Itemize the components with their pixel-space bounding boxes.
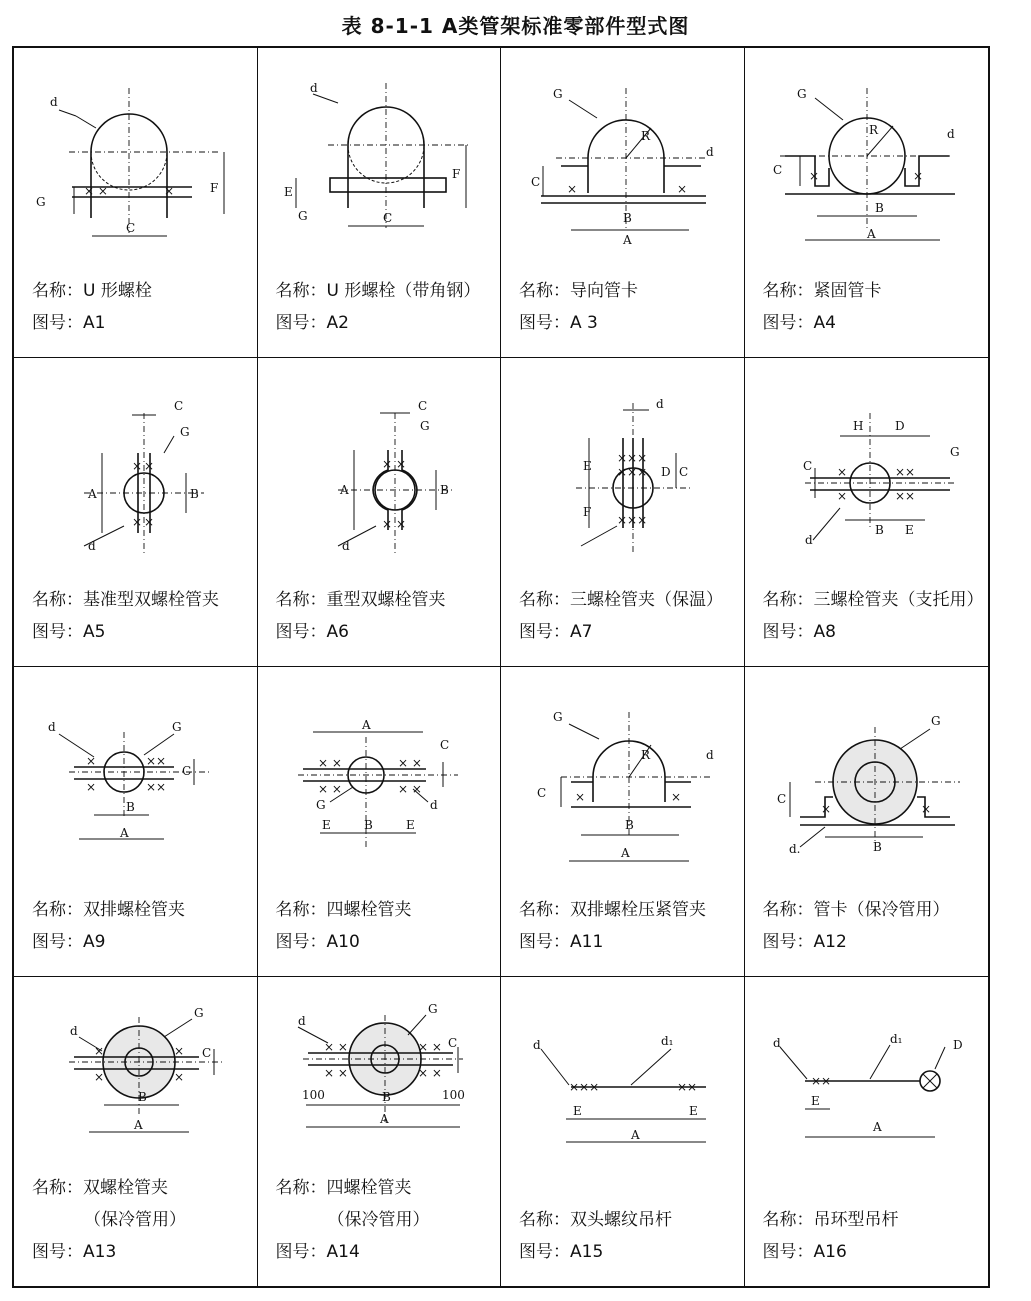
figure-a4 [745,48,989,248]
name-prefix: 名称： [32,1178,83,1198]
code-prefix: 图号： [275,931,327,952]
label-c: C [802,458,812,473]
caption [276,275,481,339]
label-e2: E [405,818,415,832]
label-a: A [379,1111,389,1126]
svg-text:×: × [836,488,847,503]
label-d: d [48,720,56,734]
svg-text:×: × [381,456,392,471]
label-r: R [641,129,651,143]
cell-a14 [258,977,502,1287]
label-g: G [419,418,430,433]
svg-text:×: × [920,802,931,816]
code-prefix: 图号： [32,931,83,952]
label-b: B [872,840,882,854]
figure-a14 [258,977,502,1177]
caption [519,584,723,648]
part-code: A10 [326,931,360,952]
svg-text:×: × [86,754,97,768]
part-name-2: （保冷管用） [84,1210,186,1230]
svg-text:× ×: × × [323,1065,348,1080]
part-code: A4 [813,312,836,333]
code-prefix: 图号： [32,1242,83,1262]
cell-a6 [258,358,502,668]
code-prefix: 图号： [275,312,327,333]
label-a: A [866,227,876,241]
svg-text:××: ×× [894,464,915,479]
label-c: C [417,398,427,413]
figure-a16 [745,977,989,1177]
caption [763,1204,899,1268]
part-code: A16 [813,1242,847,1262]
figure-a9 [14,667,258,867]
code-prefix: 图号： [32,312,83,333]
cell-a9 [14,667,258,977]
code-prefix: 图号： [519,622,570,642]
svg-text:×: × [174,1069,185,1084]
code-prefix: 图号： [762,1242,814,1262]
name-prefix: 名称： [32,590,83,610]
name-prefix: 名称： [519,1210,570,1230]
svg-text:× ×: × × [417,1039,442,1054]
part-name-2: （保冷管用） [327,1210,430,1230]
label-g: G [553,710,563,724]
svg-text:××: ×× [810,1073,831,1088]
figure-a3 [501,48,745,248]
label-d-dim: D [894,418,905,433]
label-100-right: 100 [441,1087,465,1102]
part-name: 吊环型吊杆 [813,1210,899,1230]
label-a: A [120,826,129,840]
label-d: d [297,1013,306,1028]
part-code: A5 [83,622,106,642]
label-c: C [174,398,184,413]
label-c: C [776,792,786,806]
label-d1: d₁ [661,1033,674,1048]
svg-text:×: × [144,458,155,473]
svg-text:×: × [836,464,847,479]
figure-a12 [745,667,989,867]
label-b: B [138,1089,147,1104]
part-name: U 形螺栓（带角钢） [326,280,481,301]
label-e: E [810,1093,820,1108]
caption [276,894,412,958]
label-c: C [439,738,449,752]
part-code: A12 [813,931,847,952]
label-d: d [50,95,58,109]
svg-text:×××: ××× [569,1079,600,1094]
label-d: d [804,532,813,547]
parts-table [12,46,990,1288]
svg-text:×: × [677,182,688,196]
cell-a8 [745,358,989,668]
svg-text:×: × [381,516,392,531]
part-code: A7 [570,622,593,642]
svg-text:××: ×× [894,488,915,503]
part-name: 紧固管卡 [813,280,882,301]
caption [763,894,950,958]
part-name: 重型双螺栓管夹 [326,590,446,610]
cell-a1 [14,48,258,358]
label-e: E [283,185,293,199]
label-e: E [904,522,914,537]
part-code: A6 [326,622,349,642]
label-d: d [309,81,318,95]
cell-a11 [501,667,745,977]
part-name: 双排螺栓管夹 [83,899,185,920]
label-d: d [70,1023,78,1038]
part-name: 四螺栓管夹 [326,1178,412,1198]
cell-a3 [501,48,745,358]
figure-a10 [258,667,502,867]
name-prefix: 名称： [762,280,814,301]
part-name: U 形螺栓 [83,280,152,301]
cell-a10 [258,667,502,977]
label-b: B [126,800,135,814]
name-prefix: 名称： [32,899,83,920]
svg-text:×: × [94,1043,105,1058]
label-c: C [182,764,192,778]
label-f: F [583,504,592,519]
svg-text:× ×: × × [397,782,422,796]
label-g: G [194,1005,204,1020]
code-prefix: 图号： [762,931,814,952]
svg-text:× ×: × × [317,756,342,770]
part-name: 双头螺纹吊杆 [570,1210,672,1230]
part-name: 双螺栓管夹 [83,1178,168,1198]
label-d: d [88,538,96,553]
code-prefix: 图号： [762,312,814,333]
figure-a6 [258,358,502,558]
svg-text:×: × [395,456,406,471]
label-d: d [533,1037,541,1052]
svg-text:××: ×× [677,1079,698,1094]
svg-text:×: × [86,780,97,794]
code-prefix: 图号： [762,622,814,642]
caption [276,1172,430,1268]
label-c: C [531,175,541,189]
svg-text:×: × [164,184,175,198]
name-prefix: 名称： [762,590,814,610]
part-code: A9 [83,931,106,952]
label-d: d [946,127,955,141]
part-code: A1 [83,312,106,333]
svg-text:× ×: × × [317,782,342,796]
svg-text:×: × [132,514,143,529]
cell-a12 [745,667,989,977]
part-code: A15 [570,1242,604,1262]
label-e2: E [689,1103,698,1118]
svg-text:×: × [820,802,831,816]
label-c: C [126,221,136,235]
svg-text:×: × [132,458,143,473]
label-a: A [621,846,630,860]
caption [519,1204,672,1268]
cell-a4 [745,48,989,358]
figure-a11 [501,667,745,867]
label-g: G [930,714,941,728]
label-b: B [190,486,199,501]
caption [519,275,638,339]
label-b: B [874,522,884,537]
part-name: 三螺栓管夹（支托用） [813,590,984,610]
svg-text:×: × [671,790,682,804]
label-g: G [315,798,326,812]
label-e: E [321,818,331,832]
part-name: 四螺栓管夹 [326,899,412,920]
code-prefix: 图号： [519,931,570,952]
caption [32,894,185,958]
svg-text:×: × [94,1069,105,1084]
label-d-ring: D [952,1037,963,1052]
label-d: d. [788,842,800,856]
part-code: A8 [813,622,836,642]
name-prefix: 名称： [519,590,570,610]
label-e: E [573,1103,582,1118]
label-a: A [872,1119,882,1134]
svg-text:×××: ××× [617,512,648,527]
name-prefix: 名称： [275,899,327,920]
svg-text:××: ×× [146,754,167,768]
svg-text:× ×: × × [323,1039,348,1054]
svg-text:× ×: × × [397,756,422,770]
label-g: G [180,424,190,439]
label-g: G [553,87,563,101]
label-d: d [656,396,664,411]
cell-a15 [501,977,745,1287]
label-a: A [88,486,97,501]
part-name: 管卡（保冷管用） [813,899,950,920]
name-prefix: 名称： [762,899,814,920]
name-prefix: 名称： [762,1210,814,1230]
part-code: A11 [570,931,604,952]
label-r: R [641,748,651,762]
label-r: R [868,123,878,137]
label-c: C [679,464,689,479]
part-code: A14 [326,1242,360,1262]
svg-text:×: × [575,790,586,804]
label-c: C [202,1045,212,1060]
label-f: F [210,181,219,195]
name-prefix: 名称： [32,280,83,301]
name-prefix: 名称： [275,280,327,301]
figure-a13 [14,977,258,1177]
label-g: G [297,209,308,223]
page-title: 表 8-1-1 A类管架标准零部件型式图 [341,14,690,38]
part-name: 基准型双螺栓管夹 [83,590,219,610]
label-c: C [537,786,547,800]
label-c: C [447,1035,457,1050]
label-d: d [429,798,438,812]
name-prefix: 名称： [275,590,327,610]
cell-a7 [501,358,745,668]
label-g: G [36,195,46,209]
cell-a5 [14,358,258,668]
svg-text:× ×: × × [84,184,108,198]
part-code: A2 [326,312,349,333]
part-name: 三螺栓管夹（保温） [570,590,723,610]
figure-a7 [501,358,745,558]
label-a: A [339,482,349,497]
caption [763,584,984,648]
label-a: A [631,1127,640,1142]
label-a: A [134,1117,143,1132]
label-d1: d₁ [889,1031,902,1046]
svg-text:×: × [912,169,923,183]
caption [276,584,446,648]
svg-text:×××: ××× [617,450,648,465]
code-prefix: 图号： [519,1242,570,1262]
svg-text:×××: ××× [617,464,648,479]
svg-text:×: × [808,169,819,183]
label-a: A [623,233,632,247]
label-d: d [706,748,714,762]
code-prefix: 图号： [275,1242,327,1262]
label-g: G [796,87,807,101]
label-b: B [381,1089,391,1104]
caption [519,894,706,958]
label-g: G [427,1001,438,1016]
code-prefix: 图号： [32,622,83,642]
name-prefix: 名称： [519,280,570,301]
figure-a8 [745,358,989,558]
label-b: B [363,818,373,832]
name-prefix: 名称： [519,899,570,920]
label-a: A [361,718,371,732]
label-d: d [341,538,350,553]
label-b: B [623,211,632,225]
svg-text:××: ×× [146,780,167,794]
figure-a1 [14,48,258,248]
label-d-dim: D [661,464,671,479]
label-f: F [451,167,460,181]
figure-a5 [14,358,258,558]
cell-a13 [14,977,258,1287]
label-b: B [874,201,884,215]
part-code: A 3 [570,312,598,333]
label-b: B [439,482,449,497]
cell-a16 [745,977,989,1287]
cell-a2 [258,48,502,358]
code-prefix: 图号： [275,622,327,642]
caption [32,1172,186,1268]
label-g: G [949,444,960,459]
part-code: A13 [83,1242,117,1262]
label-c: C [382,211,392,225]
name-prefix: 名称： [275,1178,327,1198]
label-g: G [172,720,182,734]
label-c: C [772,163,782,177]
svg-text:×: × [174,1043,185,1058]
code-prefix: 图号： [519,312,570,333]
svg-text:×: × [395,516,406,531]
label-e: E [583,458,592,473]
caption [763,275,882,339]
svg-text:× ×: × × [417,1065,442,1080]
figure-a15 [501,977,745,1177]
part-name: 双排螺栓压紧管夹 [570,899,706,920]
label-100-left: 100 [301,1087,325,1102]
figure-a2 [258,48,502,248]
label-b: B [625,818,634,832]
svg-text:×: × [567,182,578,196]
label-d: d [706,145,714,159]
part-name: 导向管卡 [570,280,638,301]
caption [32,584,219,648]
caption [32,275,152,339]
label-d: d [772,1035,781,1050]
svg-text:×: × [144,514,155,529]
label-h: H [852,418,863,433]
